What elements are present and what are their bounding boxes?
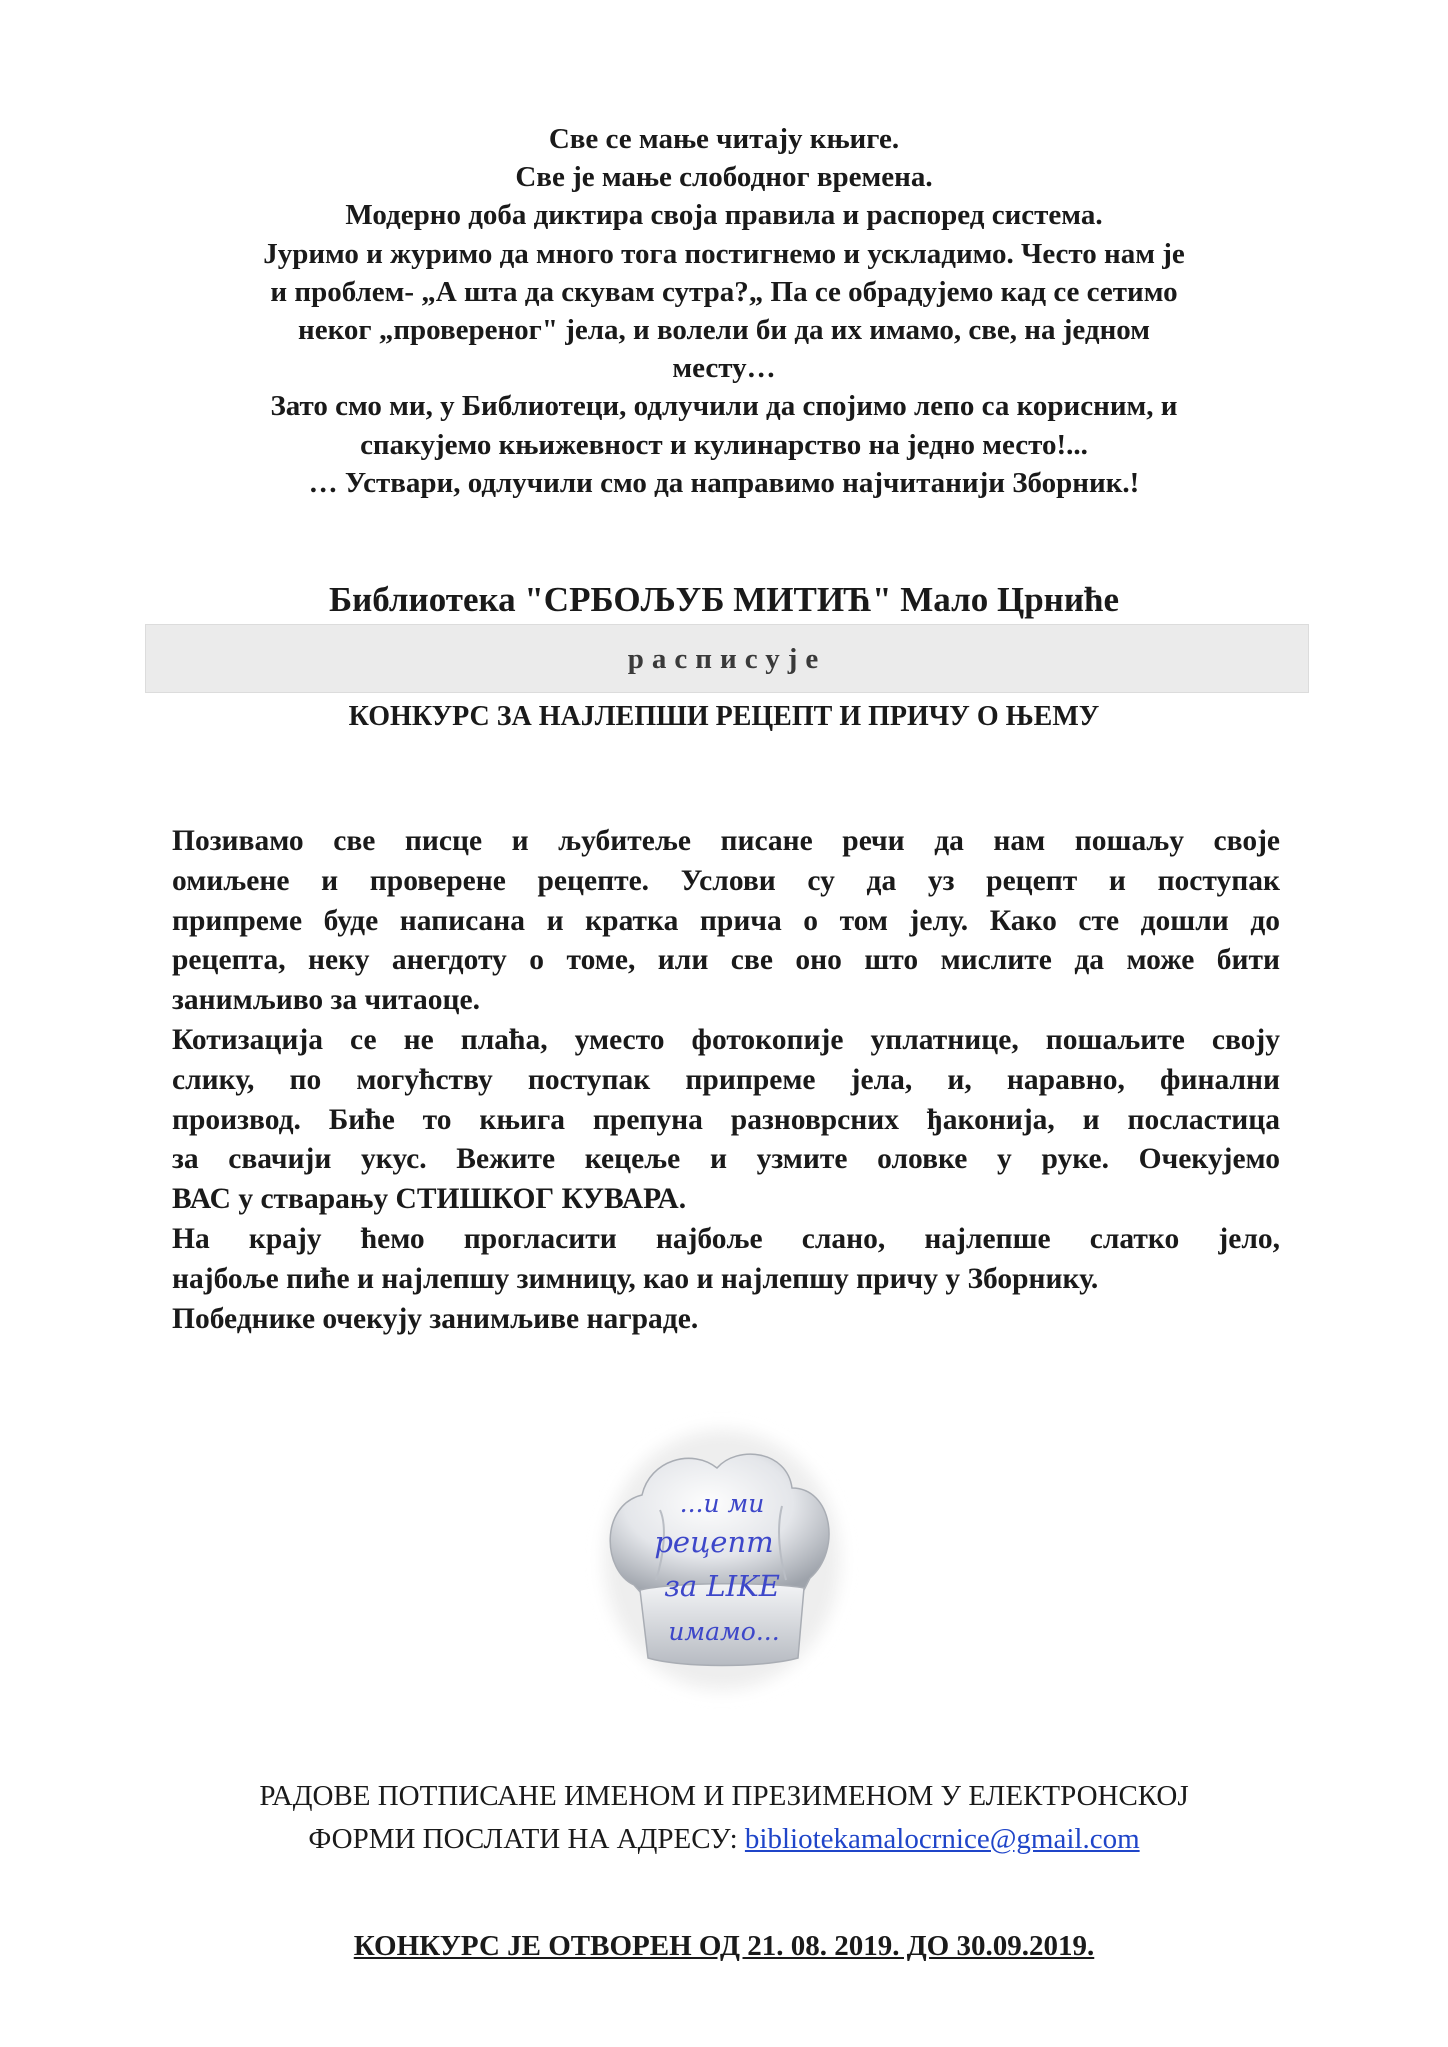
chef-hat-icon bbox=[572, 1410, 872, 1710]
logo-line-4: имамо... bbox=[668, 1617, 780, 1646]
body-line: Победнике очекују занимљиве награде. bbox=[172, 1302, 699, 1335]
body-line: Котизација се не плаћа, уместо фотокопије уплатнице, пошаљите своју bbox=[172, 1023, 1280, 1056]
invitation-text bbox=[172, 822, 1280, 1339]
deadline-notice: КОНКУРС ЈЕ ОТВОРЕН ОД 21. 08. 2019. ДО 30.09.2019. bbox=[353, 1930, 1095, 1962]
intro-line: Јуримо и журимо да много тога постигнемо и ускладимо. Често нам је bbox=[263, 237, 1185, 270]
submission-line: РАДОВЕ ПОТПИСАНЕ ИМЕНОМ И ПРЕЗИМЕНОМ У ЕЛЕКТРОНСКОЈ bbox=[259, 1780, 1189, 1812]
intro-line: неког „провереног" јела, и волели би да их имамо, све, на једном bbox=[298, 314, 1150, 347]
intro-line: Зато смо ми, у Библиотеци, одлучили да спојимо лепо са корисним, и bbox=[270, 390, 1178, 423]
intro-line: Све се мање читају књиге. bbox=[548, 123, 900, 155]
logo-line-1: ...и ми bbox=[679, 1489, 765, 1518]
body-line: за свачији укус. Вежите кецеље и узмите оловке у руке. Очекујемо bbox=[172, 1143, 1280, 1176]
announce-label: расписује bbox=[627, 643, 827, 675]
submission-note bbox=[0, 1775, 1448, 1861]
body-line: рецепта, неку анегдоту о томе, или све оно што мислите да може бити bbox=[172, 944, 1280, 977]
intro-text bbox=[150, 120, 1298, 502]
intro-line: Све је мање слободног времена. bbox=[515, 161, 933, 194]
address-prefix: ФОРМИ ПОСЛАТИ НА АДРЕСУ: bbox=[308, 1823, 745, 1855]
intro-line: спакујемо књижевност и кулинарство на једно место!... bbox=[360, 428, 1088, 461]
body-line: омиљене и проверене рецепте. Услови су да уз рецепт и поступак bbox=[172, 864, 1280, 897]
body-line: припреме буде написана и кратка прича о том јелу. Како сте дошли до bbox=[172, 904, 1280, 937]
body-line: Позивамо све писце и љубитеље писане речи да нам пошаљу своје bbox=[172, 825, 1280, 857]
intro-line: и проблем- „А шта да скувам сутра?„ Па се обрадујемо кад се сетимо bbox=[270, 275, 1178, 308]
body-line: занимљиво за читаоце. bbox=[172, 984, 480, 1017]
intro-line: … Уствари, одлучили смо да направимо најчитанији Зборник.! bbox=[308, 466, 1140, 499]
body-line: ВАС у стварању СТИШКОГ КУВАРА. bbox=[172, 1183, 687, 1216]
submission-line-address bbox=[0, 1818, 1448, 1861]
body-line: На крају ћемо прогласити најбоље слано, најлепше слатко јело, bbox=[172, 1222, 1280, 1255]
library-title: Библиотека "СРБОЉУБ МИТИЋ" Мало Црниће bbox=[328, 580, 1120, 619]
announce-band bbox=[145, 624, 1309, 693]
body-line: производ. Биће то књига препуна разноврсних ђаконија, и посластица bbox=[172, 1103, 1280, 1136]
body-line: слику, по могућству поступак припреме јела, и, наравно, финални bbox=[172, 1063, 1280, 1096]
intro-line: месту… bbox=[672, 352, 776, 385]
intro-line: Модерно доба диктира своја правила и распоред система. bbox=[345, 199, 1103, 232]
logo-line-2: рецепт bbox=[654, 1525, 774, 1559]
email-link[interactable]: bibliotekamalocrnice@gmail.com bbox=[744, 1823, 1140, 1855]
body-line: најбоље пиће и најлепшу зимницу, као и најлепшу причу у Зборнику. bbox=[172, 1262, 1099, 1295]
contest-heading: КОНКУРС ЗА НАЈЛЕПШИ РЕЦЕПТ И ПРИЧУ О ЊЕМУ bbox=[348, 701, 1100, 732]
logo-line-3: за LIKE bbox=[664, 1569, 780, 1603]
